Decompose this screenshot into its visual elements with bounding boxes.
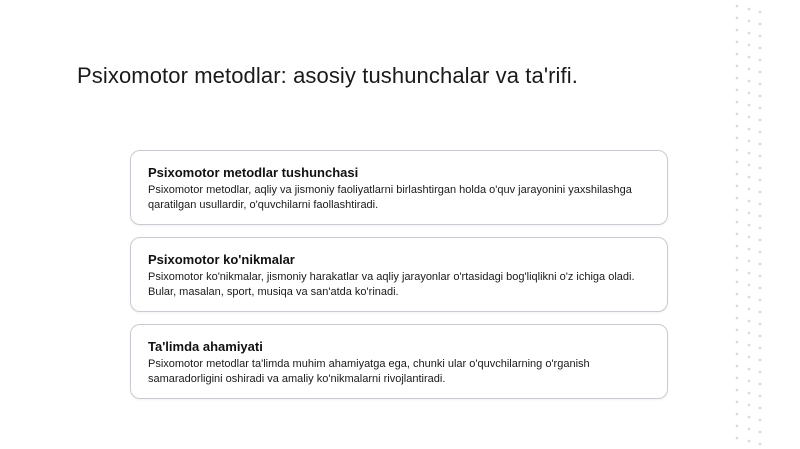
decorative-dot bbox=[759, 383, 762, 386]
decorative-dot bbox=[748, 80, 751, 83]
decorative-dot bbox=[736, 257, 739, 260]
decorative-dot bbox=[736, 89, 739, 92]
card-text: Psixomotor metodlar ta'limda muhim ahamiyatga ega, chunki ular o'quvchilarning o'rganish samaradorligini oshiradi va amaliy ko'nikmalarni rivojlantiradi. bbox=[148, 358, 590, 385]
decorative-dot bbox=[759, 335, 762, 338]
decorative-dot bbox=[748, 44, 751, 47]
decorative-dot bbox=[759, 59, 762, 62]
decorative-dot bbox=[759, 395, 762, 398]
decorative-dot bbox=[736, 65, 739, 68]
decorative-dot bbox=[759, 119, 762, 122]
decorative-dot bbox=[759, 23, 762, 26]
decorative-dot bbox=[759, 131, 762, 134]
decorative-dot bbox=[736, 29, 739, 32]
decorative-dot bbox=[759, 143, 762, 146]
decorative-dot bbox=[736, 245, 739, 248]
decorative-dot bbox=[736, 341, 739, 344]
decorative-dot bbox=[748, 32, 751, 35]
decorative-dot bbox=[748, 164, 751, 167]
decorative-dot bbox=[748, 260, 751, 263]
decorative-dot bbox=[736, 401, 739, 404]
decorative-dot bbox=[759, 155, 762, 158]
decorative-dot bbox=[748, 236, 751, 239]
info-card-skills bbox=[130, 237, 668, 312]
decorative-dot bbox=[748, 92, 751, 95]
decorative-dot bbox=[748, 188, 751, 191]
decorative-dot bbox=[748, 440, 751, 443]
info-card-importance bbox=[130, 324, 668, 399]
decorative-dot bbox=[736, 317, 739, 320]
decorative-dot bbox=[736, 137, 739, 140]
decorative-dot bbox=[736, 209, 739, 212]
decorative-dot bbox=[736, 41, 739, 44]
decorative-dot bbox=[736, 113, 739, 116]
decorative-dot bbox=[736, 185, 739, 188]
decorative-dot bbox=[736, 305, 739, 308]
decorative-dot bbox=[748, 140, 751, 143]
slide-title: Psixomotor metodlar: asosiy tushunchalar va ta'rifi. bbox=[77, 63, 578, 88]
decorative-dot bbox=[748, 104, 751, 107]
decorative-dot bbox=[759, 35, 762, 38]
decorative-dot bbox=[748, 428, 751, 431]
decorative-dot bbox=[748, 20, 751, 23]
decorative-dot bbox=[759, 167, 762, 170]
decorative-dot bbox=[748, 284, 751, 287]
card-text: Psixomotor metodlar, aqliy va jismoniy faoliyatlarni birlashtirgan holda o'quv jarayonini yaxshilashga qaratilgan usullardir, o'quvchilarni faollashtiradi. bbox=[148, 184, 632, 211]
decorative-dot bbox=[736, 161, 739, 164]
decorative-dot bbox=[759, 347, 762, 350]
decorative-dot bbox=[748, 320, 751, 323]
decorative-dot bbox=[759, 251, 762, 254]
card-heading: Psixomotor metodlar tushunchasi bbox=[148, 165, 359, 180]
decorative-dot bbox=[736, 389, 739, 392]
decorative-dot bbox=[736, 5, 739, 8]
decorative-dot bbox=[759, 107, 762, 110]
card-heading: Psixomotor ko'nikmalar bbox=[148, 252, 295, 267]
decorative-dot bbox=[748, 332, 751, 335]
decorative-dot bbox=[748, 296, 751, 299]
decorative-dot bbox=[748, 56, 751, 59]
decorative-dot bbox=[748, 212, 751, 215]
decorative-dot bbox=[759, 371, 762, 374]
decorative-dot bbox=[759, 215, 762, 218]
decorative-dot bbox=[736, 365, 739, 368]
decorative-dot bbox=[759, 407, 762, 410]
decorative-dot bbox=[748, 68, 751, 71]
decorative-dot bbox=[759, 275, 762, 278]
decorative-dot bbox=[736, 125, 739, 128]
decorative-dot bbox=[759, 359, 762, 362]
decorative-dot bbox=[759, 179, 762, 182]
decorative-dot bbox=[736, 377, 739, 380]
decorative-dot bbox=[736, 101, 739, 104]
decorative-dot bbox=[759, 47, 762, 50]
decorative-dot bbox=[759, 239, 762, 242]
decorative-dot bbox=[759, 299, 762, 302]
decorative-dot bbox=[736, 281, 739, 284]
decorative-dot bbox=[748, 272, 751, 275]
decorative-dot bbox=[759, 311, 762, 314]
decorative-dot bbox=[748, 200, 751, 203]
decorative-dot bbox=[748, 128, 751, 131]
decorative-dot-pattern bbox=[728, 0, 768, 449]
decorative-dot bbox=[748, 224, 751, 227]
decorative-dot bbox=[736, 269, 739, 272]
info-card-concept bbox=[130, 150, 668, 225]
decorative-dot bbox=[759, 227, 762, 230]
decorative-dot bbox=[736, 17, 739, 20]
decorative-dot bbox=[736, 53, 739, 56]
decorative-dot bbox=[759, 431, 762, 434]
decorative-dot bbox=[748, 368, 751, 371]
decorative-dot bbox=[759, 203, 762, 206]
decorative-dot bbox=[736, 77, 739, 80]
decorative-dot bbox=[759, 287, 762, 290]
decorative-dot bbox=[748, 416, 751, 419]
decorative-dot bbox=[759, 83, 762, 86]
decorative-dot bbox=[748, 8, 751, 11]
decorative-dot bbox=[736, 293, 739, 296]
decorative-dot bbox=[748, 176, 751, 179]
decorative-dot bbox=[736, 413, 739, 416]
decorative-dot bbox=[759, 419, 762, 422]
decorative-dot bbox=[736, 221, 739, 224]
decorative-dot bbox=[736, 149, 739, 152]
decorative-dot bbox=[748, 152, 751, 155]
card-heading: Ta'limda ahamiyati bbox=[148, 339, 263, 354]
decorative-dot bbox=[748, 380, 751, 383]
decorative-dot bbox=[759, 191, 762, 194]
decorative-dot bbox=[736, 437, 739, 440]
decorative-dot bbox=[748, 344, 751, 347]
decorative-dot bbox=[748, 356, 751, 359]
card-text: Psixomotor ko'nikmalar, jismoniy harakatlar va aqliy jarayonlar o'rtasidagi bog'liqlikni o'z ichiga oladi. Bular, masalan, sport, musiqa va san'atda ko'rinadi. bbox=[148, 271, 635, 298]
decorative-dot bbox=[759, 11, 762, 14]
decorative-dot bbox=[759, 95, 762, 98]
decorative-dot bbox=[736, 353, 739, 356]
decorative-dot bbox=[759, 71, 762, 74]
decorative-dot bbox=[736, 425, 739, 428]
decorative-dot bbox=[748, 308, 751, 311]
decorative-dot bbox=[748, 392, 751, 395]
decorative-dot bbox=[748, 116, 751, 119]
decorative-dot bbox=[736, 197, 739, 200]
decorative-dot bbox=[736, 329, 739, 332]
decorative-dot bbox=[759, 323, 762, 326]
decorative-dot bbox=[748, 248, 751, 251]
decorative-dot bbox=[759, 443, 762, 446]
decorative-dot bbox=[736, 233, 739, 236]
decorative-dot bbox=[736, 173, 739, 176]
decorative-dot bbox=[759, 263, 762, 266]
decorative-dot bbox=[748, 404, 751, 407]
